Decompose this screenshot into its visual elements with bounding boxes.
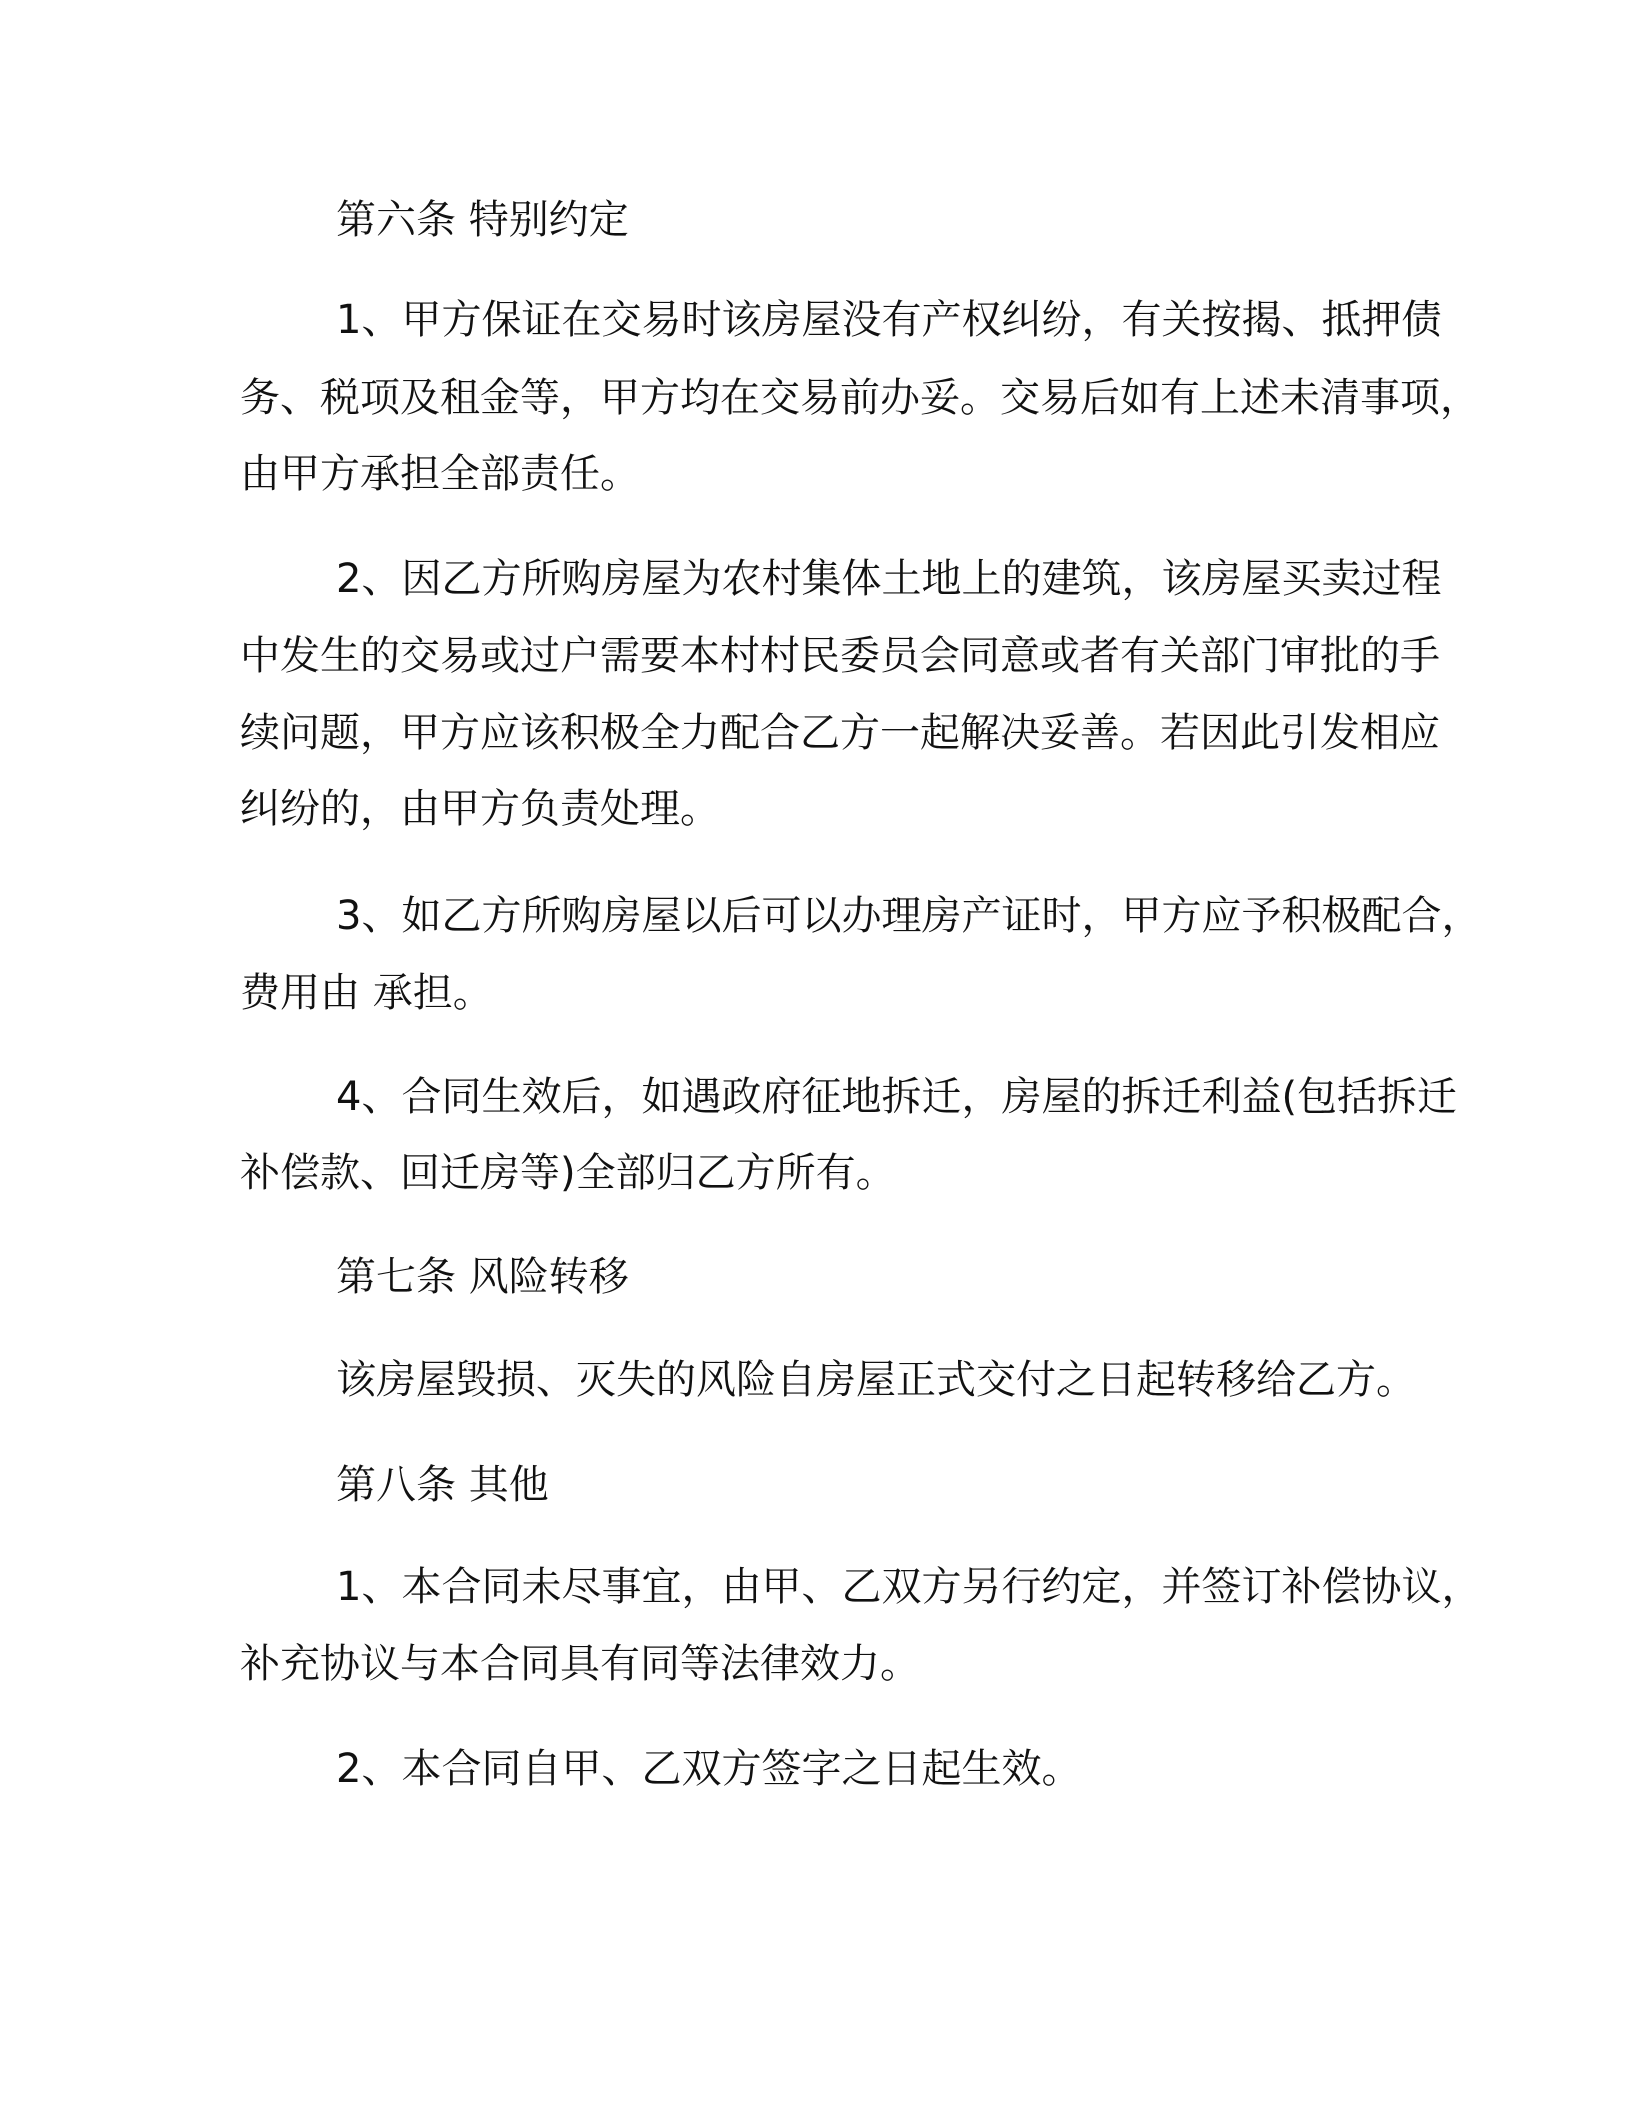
article-6-item-1-line-3: 由甲方承担全部责任。	[240, 451, 640, 497]
article-6-item-3-line-1: 3、如乙方所购房屋以后可以办理房产证时，甲方应予积极配合，	[336, 893, 1482, 939]
article-6-heading: 第六条 特别约定	[336, 197, 629, 243]
article-7-heading: 第七条 风险转移	[336, 1254, 629, 1300]
article-6-item-1-line-1: 1、甲方保证在交易时该房屋没有产权纠纷，有关按揭、抵押债	[336, 297, 1442, 343]
article-6-item-2-line-2: 中发生的交易或过户需要本村村民委员会同意或者有关部门审批的手	[240, 633, 1440, 679]
article-6-item-4-line-2: 补偿款、回迁房等)全部归乙方所有。	[240, 1150, 896, 1196]
article-8-heading: 第八条 其他	[336, 1462, 549, 1508]
article-7-body: 该房屋毁损、灭失的风险自房屋正式交付之日起转移给乙方。	[336, 1357, 1416, 1403]
article-6-item-3-line-2: 费用由 承担。	[240, 970, 493, 1016]
article-6-item-4-line-1: 4、合同生效后，如遇政府征地拆迁，房屋的拆迁利益(包括拆迁	[336, 1074, 1458, 1120]
article-6-item-2-line-3: 续问题，甲方应该积极全力配合乙方一起解决妥善。若因此引发相应	[240, 710, 1440, 756]
article-8-item-2: 2、本合同自甲、乙双方签字之日起生效。	[336, 1746, 1082, 1792]
article-6-item-1-line-2: 务、税项及租金等，甲方均在交易前办妥。交易后如有上述未清事项，	[240, 375, 1480, 421]
article-8-item-1-line-2: 补充协议与本合同具有同等法律效力。	[240, 1641, 920, 1687]
article-6-item-2-line-4: 纠纷的，由甲方负责处理。	[240, 786, 720, 832]
article-8-item-1-line-1: 1、本合同未尽事宜，由甲、乙双方另行约定，并签订补偿协议，	[336, 1564, 1482, 1610]
article-6-item-2-line-1: 2、因乙方所购房屋为农村集体土地上的建筑，该房屋买卖过程	[336, 556, 1442, 602]
